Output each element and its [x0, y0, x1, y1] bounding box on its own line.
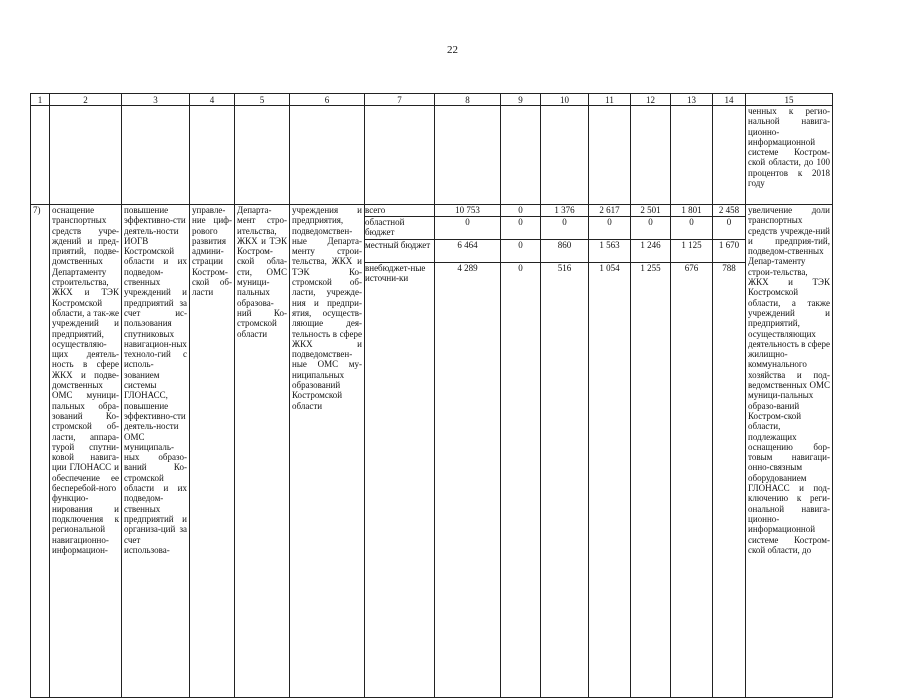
column-number: 7 — [365, 94, 435, 106]
measure-name: оснащение транспортных средств учре-ждений и пред-приятий, подве-домственных Департаменту строительства, ЖКХ и ТЭК Костромской области, а так-же учреждений и предприятий, осуществляю-щих деятель-ность в сфере ЖКХ и подве-домственных ОМС муници-пальных обра-зований Ко-стромской об-ласти, аппара-турой спутни-ковой навига-ции ГЛОНАСС и обеспечение ее бесперебой-ного функцио-нирования и подключения к региональной навигационно-информацион- — [50, 205, 122, 698]
row-number: 7) — [31, 205, 50, 698]
value-cell: 2 501 — [631, 205, 671, 217]
value-cell: 0 — [435, 217, 501, 240]
expected-result: увеличение доли транспортных средств учрежде-ний и предприя-тий, подведом-ственных Депар-таменту строи-тельства, ЖКХ и ТЭК Костромской области, а также учреждений и предприятий, осуществляющих деятельность в сфере жилищно-коммунального хозяйства и под-ведомственных ОМС муници-пальных образо-ваний Костром-ской области, подлежащих оснащению бор-товым навигаци-онно-связным оборудованием ГЛОНАСС и под-ключению к реги-ональной навига-ционно-информационной системе Костром-ской области, до — [746, 205, 833, 698]
source-label: областной бюджет — [365, 217, 435, 240]
column-number: 3 — [122, 94, 190, 106]
column-number: 6 — [290, 94, 365, 106]
column-number: 12 — [631, 94, 671, 106]
value-cell: 0 — [589, 217, 631, 240]
value-cell: 860 — [541, 240, 589, 263]
continuation-result-text: ченных к регио-нальной навига-ционно-информационной системе Костром-ской области, до 100 процентов к 2018 году — [746, 106, 833, 205]
value-cell: 0 — [713, 217, 746, 240]
column-number: 10 — [541, 94, 589, 106]
value-cell: 2 458 — [713, 205, 746, 217]
value-cell: 0 — [501, 240, 541, 263]
value-cell: 1 801 — [671, 205, 713, 217]
value-column — [435, 205, 501, 698]
value-column — [713, 205, 746, 698]
value-cell: 516 — [557, 263, 572, 273]
column-number: 2 — [50, 94, 122, 106]
continuation-row — [31, 106, 833, 205]
value-cell: 0 — [518, 263, 523, 273]
value-cell: 2 617 — [589, 205, 631, 217]
column-number: 14 — [713, 94, 746, 106]
value-cell: 6 464 — [435, 240, 501, 263]
value-column — [501, 205, 541, 698]
column-number: 13 — [671, 94, 713, 106]
co-executors: Департа-мент стро-ительства, ЖКХ и ТЭК Костром-ской обла-сти, ОМС муници-пальных образова-ний Ко-стромской области — [235, 205, 290, 698]
participants: учреждения и предприятия, подведомствен-ные Департа-менту строи-тельства, ЖКХ и ТЭК Ко-стромской об-ласти, учрежде-ния и предпри-ятия, осуществ-ляющие дея-тельность в сфере ЖКХ и подведомствен-ные ОМС му-ниципальных образований Костромской области — [290, 205, 365, 698]
source-label: всего — [365, 205, 435, 217]
source-label: внебюджет-ные источни-ки — [365, 263, 426, 284]
column-numbers-row — [31, 94, 833, 106]
column-number: 11 — [589, 94, 631, 106]
value-cell: 1 563 — [589, 240, 631, 263]
measure-goal: повышение эффективно-сти деятель-ности ИОГВ Костромской области и их подведом-ственных учреждений и предприятий за счет ис-пользования спутниковых навигацион-ных техноло-гий с исполь-зованием системы ГЛОНАСС, повышение эффективно-сти деятель-ности ОМС муниципаль-ных образо-ваний Ко-стромской области и их подведом-ственных предприятий и организа-ций за счет использова- — [122, 205, 190, 698]
value-cell: 0 — [671, 217, 713, 240]
column-number: 9 — [501, 94, 541, 106]
source-label: местный бюджет — [365, 240, 435, 263]
funding-sources — [365, 205, 435, 698]
column-number: 5 — [235, 94, 290, 106]
value-cell: 1 054 — [599, 263, 620, 273]
column-number: 1 — [31, 94, 50, 106]
value-cell: 1 376 — [541, 205, 589, 217]
value-cell: 0 — [631, 217, 671, 240]
value-cell: 1 246 — [631, 240, 671, 263]
value-column — [589, 205, 631, 698]
value-cell: 1 670 — [713, 240, 746, 263]
value-cell: 0 — [541, 217, 589, 240]
value-cell: 0 — [501, 205, 541, 217]
value-column — [541, 205, 589, 698]
page-number: 22 — [447, 44, 458, 56]
value-cell: 1 125 — [671, 240, 713, 263]
table-row — [31, 205, 833, 698]
value-cell: 0 — [501, 217, 541, 240]
value-cell: 1 255 — [640, 263, 661, 273]
value-column — [631, 205, 671, 698]
value-cell: 10 753 — [435, 205, 501, 217]
program-table — [30, 93, 833, 698]
value-cell: 788 — [722, 263, 736, 273]
responsible-executor: управле-ние циф-рового развития админи-страции Костром-ской об-ласти — [190, 205, 235, 698]
value-column — [671, 205, 713, 698]
value-cell: 676 — [684, 263, 699, 273]
column-number: 4 — [190, 94, 235, 106]
column-number: 8 — [435, 94, 501, 106]
value-cell: 4 289 — [457, 263, 478, 273]
column-number: 15 — [746, 94, 833, 106]
